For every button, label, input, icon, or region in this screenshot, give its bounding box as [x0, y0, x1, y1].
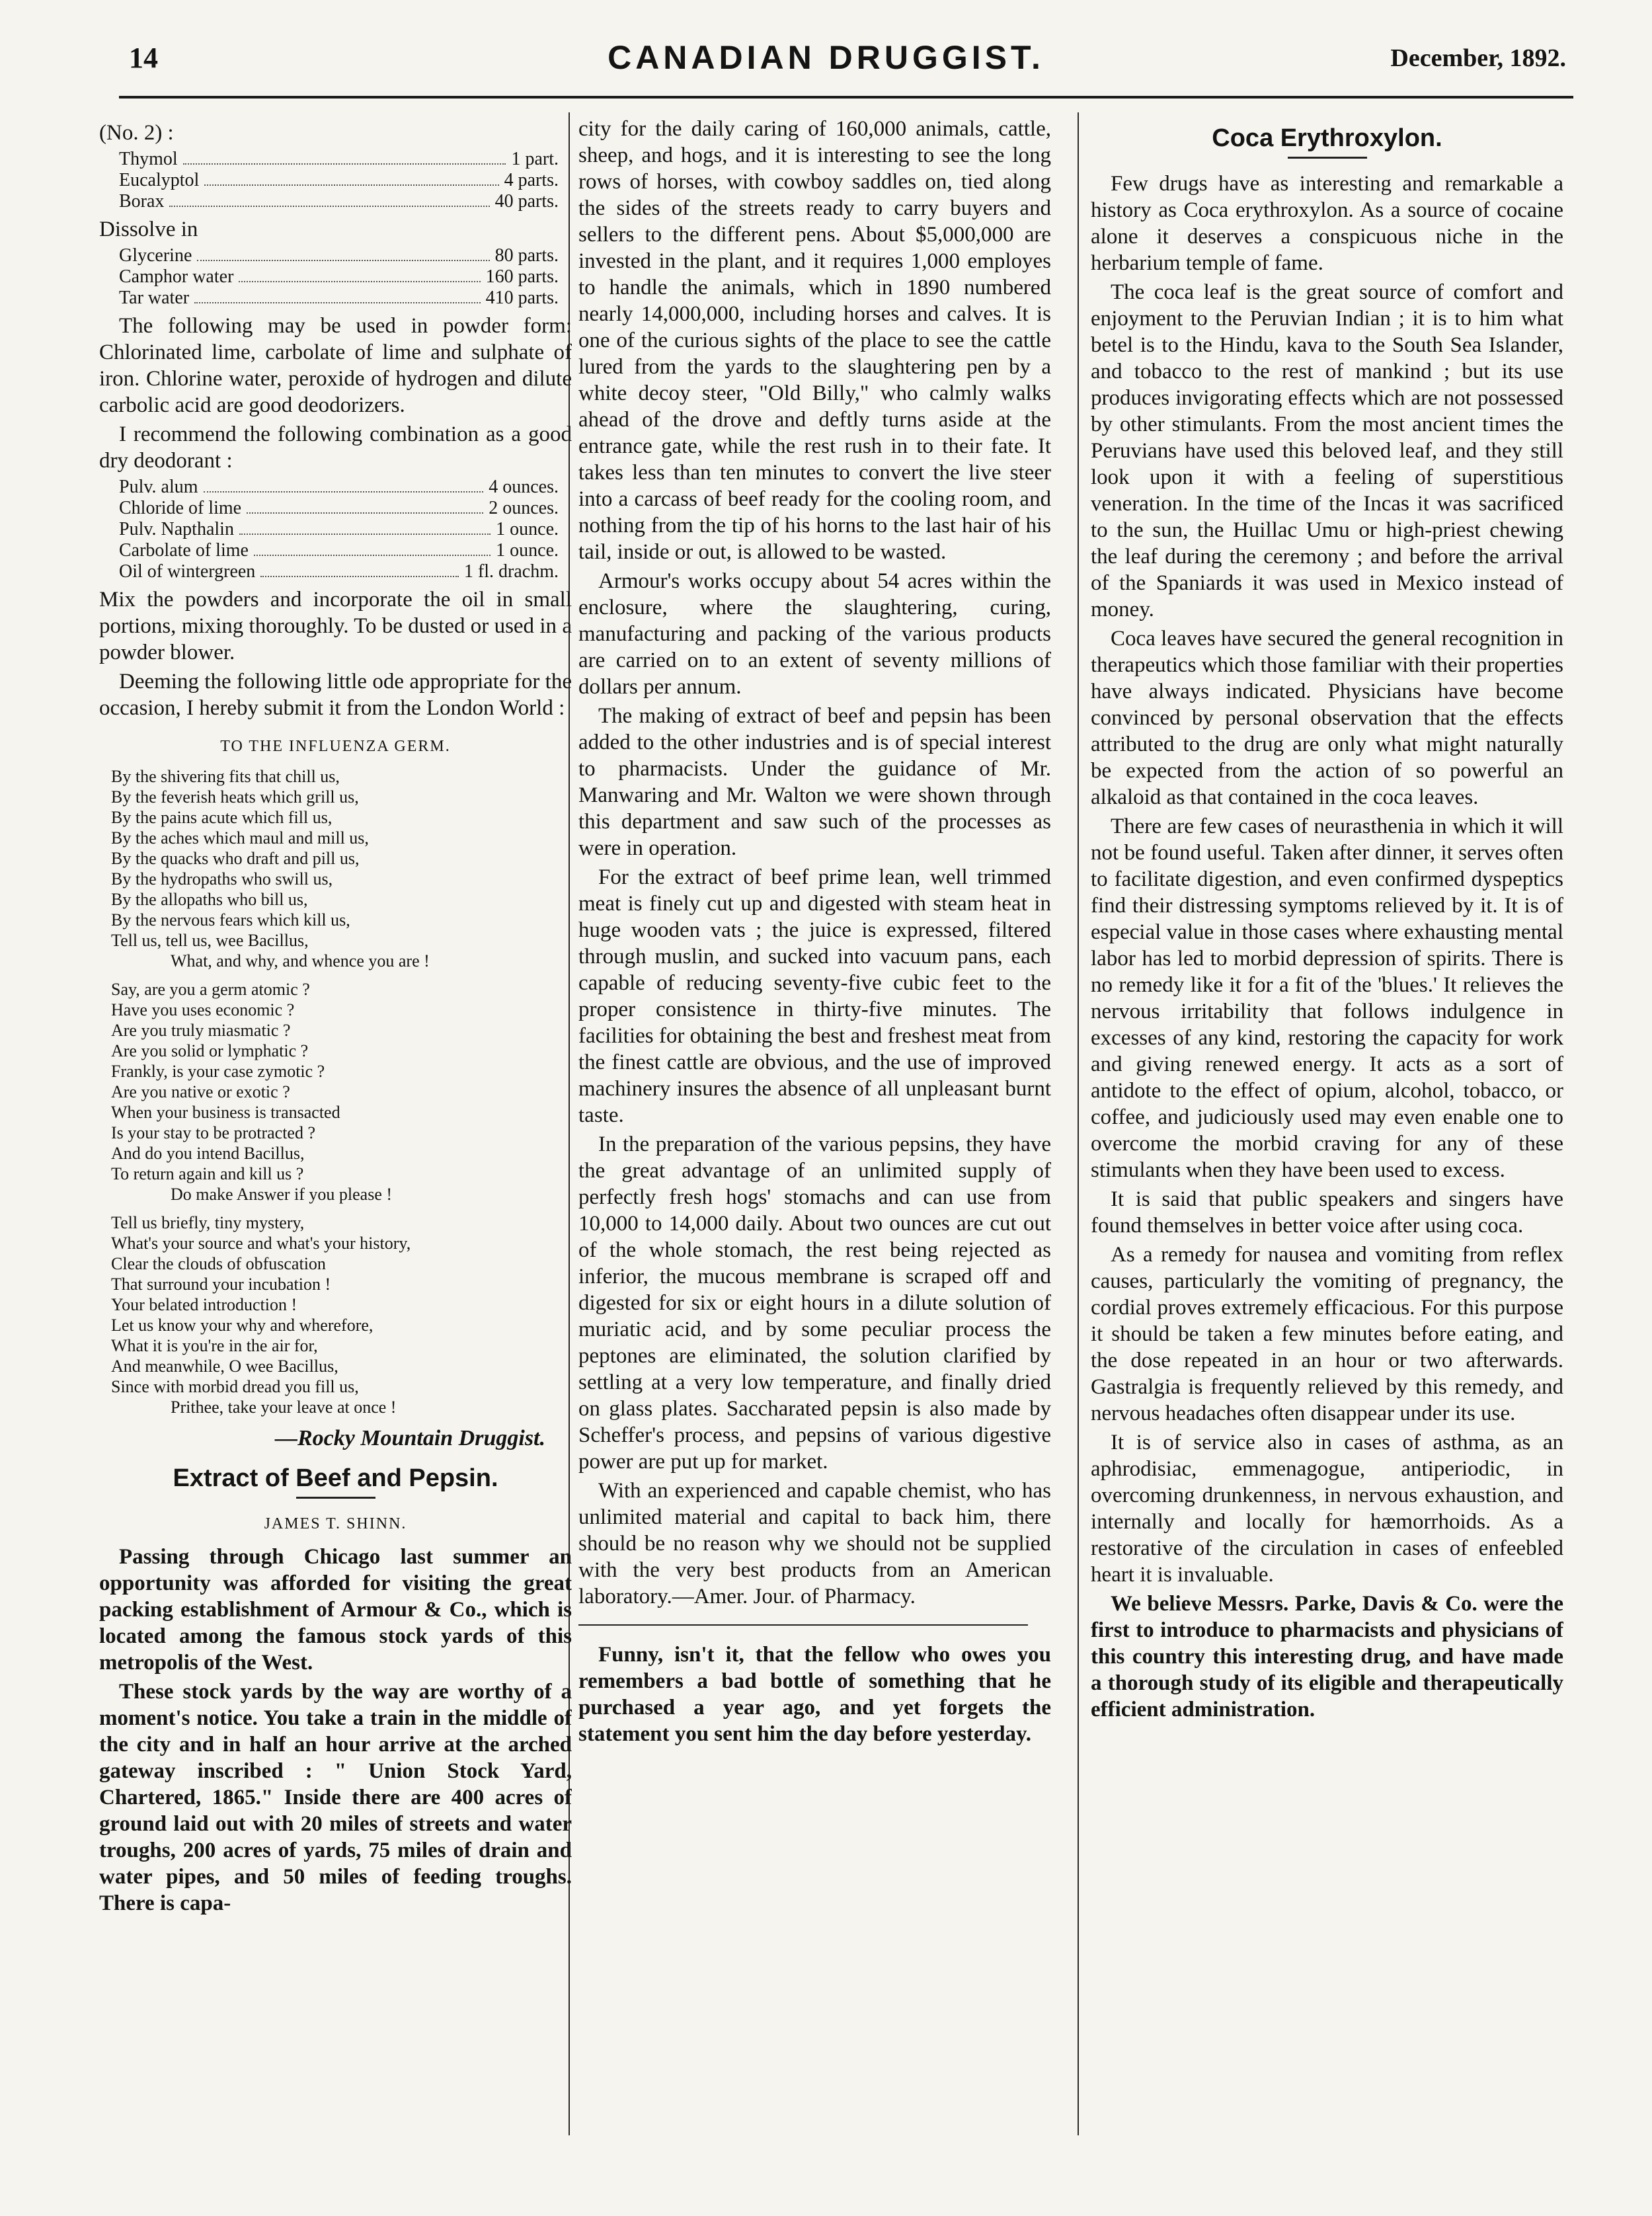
column-rule-2	[1078, 112, 1079, 2135]
poem-line: Tell us briefly, tiny mystery,	[111, 1213, 305, 1232]
formula-2	[119, 149, 572, 212]
formula-row: Glycerine 80 parts.	[119, 245, 559, 266]
dissolve-label: Dissolve in	[99, 218, 198, 241]
formula-2b	[119, 245, 572, 309]
formula-row: Eucalyptol 4 parts.	[119, 170, 559, 190]
heading-coca: Coca Erythroxylon.	[1212, 124, 1442, 152]
poem-line: By the hydropaths who swill us,	[111, 869, 333, 889]
poem-line: What's your source and what's your history,	[111, 1234, 411, 1253]
article-separator	[578, 1624, 1028, 1626]
heading-rule	[296, 1497, 375, 1499]
paragraph-therapeutics: Coca leaves have secured the general recognition in therapeutics which those familiar with their properties have always indicated. Physicians have become convinced by personal observation that the effects attributed to the drug are only what might naturally be expected from the action of so powerful an alkaloid as that contained in the coca leaves.	[1091, 627, 1563, 809]
poem-line: Is your stay to be protracted ?	[111, 1123, 316, 1142]
paragraph-parke-davis: We believe Messrs. Parke, Davis & Co. were the first to introduce to pharmacists and physicians of this country this interesting drug, and have made a thorough study of its eligible and therapeutically efficient administration.	[1091, 1592, 1563, 1721]
page-header	[0, 0, 1652, 106]
paragraph-chemist: With an experienced and capable chemist, who has unlimited material and capital to back him, there should be no reason why we should not be supplied with the very best products from an American laboratory.—Amer. Jour. of Pharmacy.	[578, 1479, 1051, 1608]
paragraph-powder: The following may be used in powder form: Chlorinated lime, carbolate of lime and sulphate of iron. Chlorine water, peroxide of hydrogen and dilute carbolic acid are good deodorizers.	[99, 314, 572, 417]
formula-row: Oil of wintergreen 1 fl. drachm.	[119, 561, 559, 582]
paragraph-extract: For the extract of beef prime lean, well trimmed meat is finely cut up and digested with steam heat in huge wooden vats ; the juice is expressed, filtered through muslin, and sucked into vacuum pans, each capable of reducing seventy-five cubic feet to the proper consistence in thirty-five minutes. The facilities for obtaining the best and freshest meat from the finest cattle are obvious, and the use of improved machinery insures the absence of all unpleasant burnt taste.	[578, 865, 1051, 1127]
poem-line: Your belated introduction !	[111, 1295, 297, 1314]
header-rule	[119, 96, 1573, 99]
author-byline: JAMES T. SHINN.	[264, 1515, 407, 1532]
poem-line: Prithee, take your leave at once !	[171, 1398, 397, 1417]
formula-3	[119, 477, 572, 582]
poem-line: By the pains acute which fill us,	[111, 808, 333, 827]
paragraph-service: It is of service also in cases of asthma, as an aphrodisiac, emmenagogue, antiperiodic, in overcoming drunkenness, in nervous exhaustion, and internally and locally for hæmorrhoids. As a restorative of the circulation in cases of enfeebled heart it is invaluable.	[1091, 1431, 1563, 1587]
poem-attribution: —Rocky Mountain Druggist.	[274, 1426, 545, 1450]
poem-stanza-3	[111, 1212, 572, 1417]
poem-line: Say, are you a germ atomic ?	[111, 980, 310, 999]
column-3	[1091, 116, 1563, 2185]
poem-line: Clear the clouds of obfuscation	[111, 1254, 326, 1273]
paragraph-ode: Deeming the following little ode appropriate for the occasion, I hereby submit it from the London World :	[99, 670, 572, 720]
paragraph-few-drugs: Few drugs have as interesting and remarkable a history as Coca erythroxylon. As a source of cocaine alone it deserves a conspicuous niche in the herbarium temple of fame.	[1091, 172, 1563, 275]
paragraph-funny: Funny, isn't it, that the fellow who owes you remembers a bad bottle of something that he purchased a year ago, and yet forgets the statement you sent him the day before yesterday.	[578, 1643, 1051, 1746]
formula-row: Pulv. Napthalin 1 ounce.	[119, 519, 559, 539]
paragraph-capacity: city for the daily caring of 160,000 animals, cattle, sheep, and hogs, and it is interesting to see the long rows of horses, with cowboy saddles on, tied along the sides of the streets ready to carry buyers and sellers to the different pens. About $5,000,000 are invested in the plant, and it requires 1,000 employes to handle the animals, which in 1890 numbered nearly 14,000,000, including horses and calves. It is one of the curious sights of the place to see the cattle lured from the yards to the slaughtering pen by a white decoy steer, "Old Billy," who calmly walks ahead of the drove and deftly turns aside at the entrance gate, while the rest rush in to their fate. It takes less than ten minutes to convert the live steer into a carcass of beef ready for the cooling room, and nothing from the tip of his horns to the last hair of his tail, inside or out, is allowed to be wasted.	[578, 117, 1051, 564]
formula-row: Carbolate of lime 1 ounce.	[119, 540, 559, 561]
poem-line: By the quacks who draft and pill us,	[111, 849, 360, 868]
poem-stanza-1	[111, 766, 572, 971]
formula-row: Tar water 410 parts.	[119, 288, 559, 308]
poem-line: Since with morbid dread you fill us,	[111, 1377, 359, 1396]
poem-stanza-2	[111, 979, 572, 1205]
poem-line: Are you solid or lymphatic ?	[111, 1041, 309, 1060]
heading-beef-pepsin: Extract of Beef and Pepsin.	[173, 1464, 498, 1492]
poem-line: By the shivering fits that chill us,	[111, 767, 340, 786]
formula-row: Borax 40 parts.	[119, 191, 559, 212]
paragraph-coca-leaf: The coca leaf is the great source of comfort and enjoyment to the Peruvian Indian ; it is to him what betel is to the Hindu, kava to the South Sea Islander, and tobacco to the rest of mankind ; but its use produces invigorating effects which are not possessed by other stimulants. From the most ancient times the Peruvians have used this beloved leaf, and they still look upon it with a feeling of superstitious veneration. In the time of the Incas it was sacrificed to the sun, the Huillac Umu or high-priest chewing the leaf during the ceremony ; and before the arrival of the Spaniards it was used in Mexico instead of money.	[1091, 280, 1563, 621]
journal-title: CANADIAN DRUGGIST.	[608, 39, 1044, 76]
poem-line: That surround your incubation !	[111, 1275, 331, 1294]
paragraph-speakers: It is said that public speakers and singers have found themselves in better voice after using coca.	[1091, 1187, 1563, 1238]
formula-row: Pulv. alum 4 ounces.	[119, 477, 559, 497]
poem-title: TO THE INFLUENZA GERM.	[220, 738, 451, 755]
poem-line: Tell us, tell us, wee Bacillus,	[111, 931, 309, 950]
paragraph-neurasthenia: There are few cases of neurasthenia in which it will not be found useful. Taken after dinner, it serves often to facilitate digestion, and even confirmed dyspeptics find their distressing symptoms relieved by it. It is of especial value in those cases where exhausting mental labor has led to morbid depression of spirits. There is no remedy like it for a fit of the 'blues.' It relieves the nervous irritability that follows indulgence in excesses of any kind, restoring the capacity for work and giving renewed energy. It acts as a sort of antidote to the effect of opium, alcohol, tobacco, or coffee, and judiciously used may even enable one to overcome the morbid craving for any of these stimulants when they have been used to excess.	[1091, 814, 1563, 1182]
column-2	[578, 116, 1051, 2185]
poem-line: By the allopaths who bill us,	[111, 890, 308, 909]
poem-line: Have you uses economic ?	[111, 1000, 295, 1019]
paragraph-pepsins: In the preparation of the various pepsins, they have the great advantage of an unlimited supply of perfectly fresh hogs' stomachs and can use from 10,000 to 14,000 daily. About two ounces are cut out of the whole stomach, the rest being rejected as inferior, the mucous membrane is scraped off and digested for six or eight hours in a dilute solution of muriatic acid, and by some peculiar process the peptones are eliminated, the solution clarified by settling at a very low temperature, and finally dried on glass plates. Saccharated pepsin is also made by Scheffer's process, and pepsins of various digestive power are put up for market.	[578, 1132, 1051, 1474]
column-1	[99, 116, 572, 2185]
paragraph-mix: Mix the powders and incorporate the oil in small portions, mixing thoroughly. To be dusted or used in a powder blower.	[99, 588, 572, 664]
poem-line: And do you intend Bacillus,	[111, 1144, 305, 1163]
poem-line: What it is you're in the air for,	[111, 1336, 318, 1355]
poem-line: Are you native or exotic ?	[111, 1082, 290, 1101]
poem-line: Do make Answer if you please !	[171, 1185, 393, 1204]
poem-line: By the feverish heats which grill us,	[111, 787, 359, 807]
paragraph-chicago: Passing through Chicago last summer an opportunity was afforded for visiting the great packing establishment of Armour & Co., which is located among the famous stock yards of this metropolis of the West.	[99, 1545, 572, 1675]
heading-rule	[1288, 157, 1367, 159]
formula-2-label: (No. 2) :	[99, 121, 174, 145]
poem-line: By the nervous fears which kill us,	[111, 910, 350, 930]
poem-line: When your business is transacted	[111, 1103, 340, 1122]
formula-row: Thymol 1 part.	[119, 149, 559, 169]
poem-line: By the aches which maul and mill us,	[111, 828, 369, 848]
paragraph-making: The making of extract of beef and pepsin has been added to the other industries and is of special interest to pharmacists. Under the guidance of Mr. Manwaring and Mr. Walton we were shown through this department and saw such of the processes as were in operation.	[578, 704, 1051, 860]
poem-line: Let us know your why and wherefore,	[111, 1316, 374, 1335]
formula-row: Chloride of lime 2 ounces.	[119, 498, 559, 518]
poem-line: What, and why, and whence you are !	[171, 951, 430, 970]
paragraph-stockyards: These stock yards by the way are worthy of a moment's notice. You take a train in the middle of the city and in half an hour arrive at the arched gateway inscribed : " Union Stock Yard, Chartered, 1865." Inside there are 400 acres of ground laid out with 20 miles of streets and water troughs, 200 acres of yards, 75 miles of drain and water pipes, and 50 miles of feeding troughs. There is capa-	[99, 1680, 572, 1915]
page-number: 14	[129, 42, 158, 74]
formula-row: Camphor water 160 parts.	[119, 266, 559, 287]
poem-line: And meanwhile, O wee Bacillus,	[111, 1357, 338, 1376]
paragraph-nausea: As a remedy for nausea and vomiting from reflex causes, particularly the vomiting of pregnancy, the cordial proves extremely efficacious. For this purpose it should be taken a few minutes before eating, and the dose repeated in an hour or two afterwards. Gastralgia is frequently relieved by this remedy, and nervous headaches often disappear under its use.	[1091, 1243, 1563, 1425]
poem-line: To return again and kill us ?	[111, 1164, 304, 1183]
paragraph-recommend: I recommend the following combination as a good dry deodorant :	[99, 422, 572, 473]
poem-line: Are you truly miasmatic ?	[111, 1021, 291, 1040]
poem-line: Frankly, is your case zymotic ?	[111, 1062, 325, 1081]
paragraph-armour: Armour's works occupy about 54 acres within the enclosure, where the slaughtering, curing, manufacturing and packing of the various products are carried on to an extent of seventy millions of dollars per annum.	[578, 569, 1051, 699]
issue-date: December, 1892.	[1390, 44, 1566, 72]
